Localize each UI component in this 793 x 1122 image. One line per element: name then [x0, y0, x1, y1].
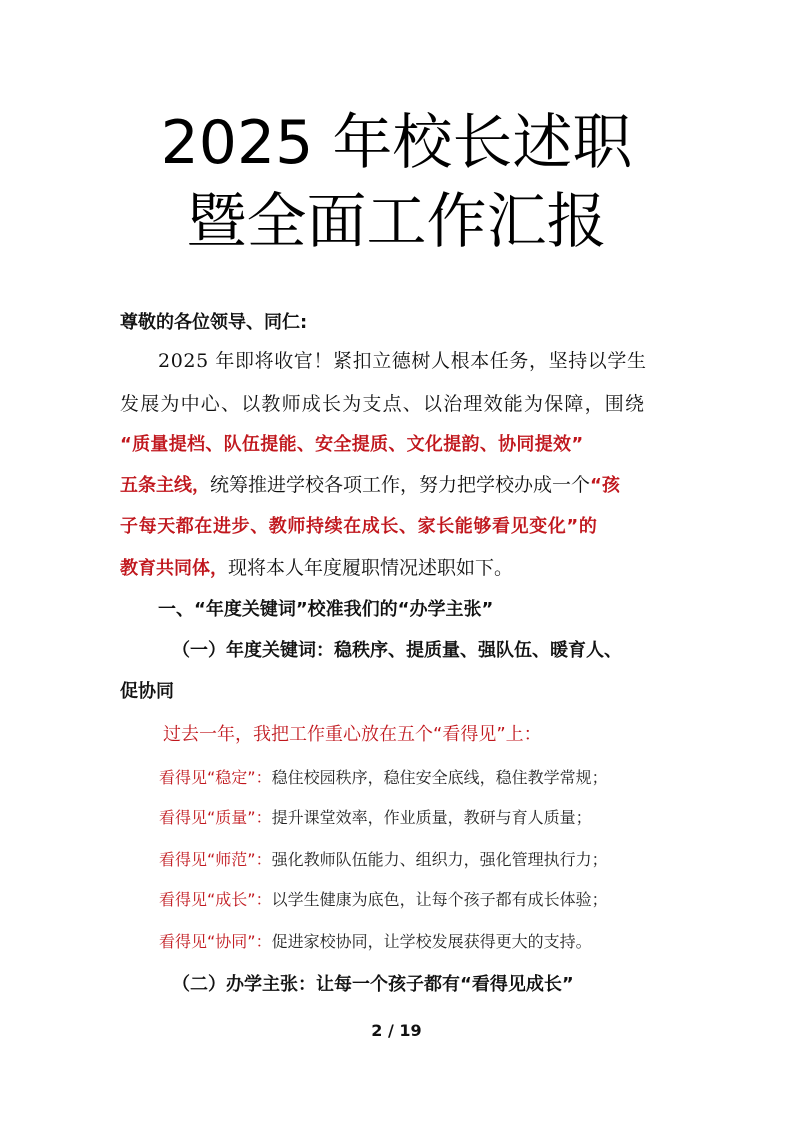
page-number: 2 / 19: [371, 1021, 422, 1040]
key-item-text: 稳住校园秩序，稳住安全底线，稳住教学常规；: [271, 768, 608, 787]
community-highlight: 教育共同体，: [120, 558, 228, 579]
intro-line-6: [120, 555, 680, 582]
key-item-label: 看得见“师范”：: [159, 850, 272, 869]
document-title-line-2: 暨全面工作汇报: [186, 187, 607, 257]
intro-line-1: 2025 年即将收官！紧扣立德树人根本任务，坚持以学生: [158, 350, 647, 372]
five-lines-highlight: 五条主线，: [120, 475, 210, 496]
five-visible-lead: 过去一年，我把工作重心放在五个“看得见”上：: [163, 724, 542, 745]
key-item-text: 提升课堂效率，作业质量，教研与育人质量；: [271, 808, 592, 827]
intro-line-3-highlight: “质量提档、队伍提能、安全提质、文化提韵、协同提效”: [120, 434, 584, 455]
intro-line-4-text: 统筹推进学校各项工作，努力把学校办成一个: [210, 474, 591, 496]
key-item-label: 看得见“质量”：: [159, 808, 272, 827]
subsection-1-heading-line-1: （一）年度关键词：稳秩序、提质量、强队伍、暖育人、: [172, 640, 622, 661]
intro-line-5-highlight: 子每天都在进步、教师持续在成长、家长能够看见变化”的: [120, 516, 598, 537]
key-item-collaboration: [159, 930, 679, 954]
key-item-text: 强化教师队伍能力、组织力，强化管理执行力；: [271, 850, 608, 869]
subsection-2-heading: （二）办学主张：让每一个孩子都有“看得见成长”: [172, 974, 574, 995]
key-item-text: 促进家校协同，让学校发展获得更大的支持。: [271, 932, 592, 951]
key-item-label: 看得见“稳定”：: [159, 768, 272, 787]
section-1-heading: 一、“年度关键词”校准我们的“办学主张”: [158, 599, 494, 620]
intro-line-4-highlight-end: “孩: [590, 475, 620, 496]
key-item-text: 以学生健康为底色，让每个孩子都有成长体验；: [271, 890, 608, 909]
intro-line-6-text: 现将本人年度履职情况述职如下。: [228, 557, 514, 579]
key-item-growth: [159, 888, 679, 912]
subsection-1-heading-line-2: 促协同: [120, 681, 174, 702]
key-item-label: 看得见“成长”：: [159, 890, 272, 909]
key-item-quality: [159, 806, 679, 830]
salutation: 尊敬的各位领导、同仁:: [120, 312, 308, 333]
intro-line-2: 发展为中心、以教师成长为支点、以治理效能为保障，围绕: [120, 393, 646, 415]
intro-line-4: [120, 472, 680, 499]
key-item-label: 看得见“协同”：: [159, 932, 272, 951]
document-title-line-1: 2025 年校长述职: [160, 108, 633, 178]
key-item-stability: [159, 766, 679, 790]
key-item-teachers: [159, 848, 679, 872]
